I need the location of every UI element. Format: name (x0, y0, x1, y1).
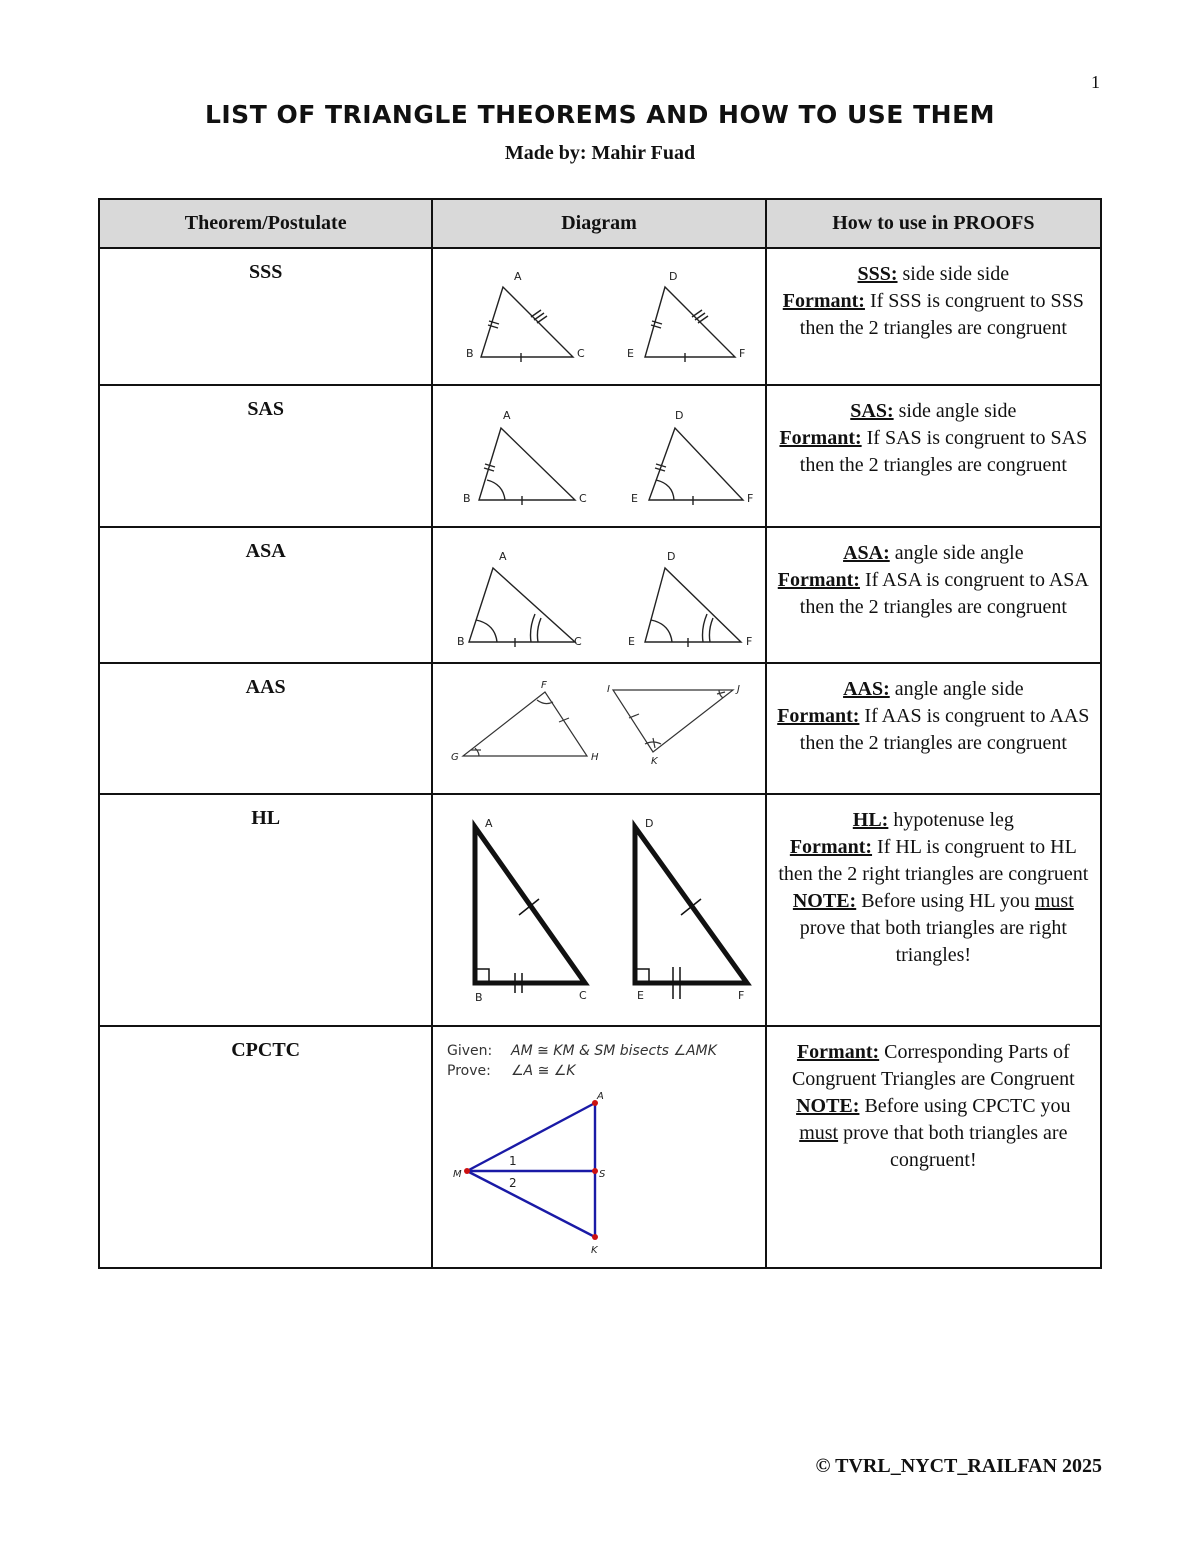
cpctc-diagram (433, 1027, 765, 1266)
theorems-table (98, 198, 1102, 1269)
vertex-label: D (675, 409, 684, 422)
how-to-use-sas (766, 385, 1101, 527)
vertex-label: B (466, 347, 474, 360)
vertex-label: C (579, 492, 588, 505)
how-to-use-asa (766, 527, 1101, 663)
vertex-label: D (645, 817, 654, 830)
note-emphasis: must (799, 1122, 839, 1144)
table-header-row (99, 199, 1101, 248)
header-theorem: Theorem/Postulate (99, 199, 432, 248)
diagram-asa (432, 527, 765, 663)
vertex-label: B (457, 635, 465, 648)
vertex-label: C (574, 635, 583, 648)
how-to-use-aas (766, 663, 1101, 794)
abbr-meaning: angle angle side (889, 678, 1024, 700)
note-text: Before using HL you (856, 890, 1035, 912)
table-row-sss (99, 248, 1101, 385)
theorem-name: CPCTC (99, 1026, 432, 1268)
sss-triangles-diagram (433, 249, 765, 383)
vertex-label: D (667, 550, 676, 563)
abbr-meaning: side angle side (893, 400, 1017, 422)
abbr-meaning: side side side (897, 263, 1010, 285)
vertex-label: C (577, 347, 586, 360)
formant-label: Formant: (782, 290, 865, 312)
abbr-meaning: hypotenuse leg (888, 809, 1014, 831)
vertex-label: D (669, 270, 678, 283)
vertex-label: K (591, 1245, 598, 1256)
diagram-hl (432, 794, 765, 1026)
vertex-label: F (739, 347, 746, 360)
asa-triangles-diagram (433, 528, 765, 661)
vertex-label: E (627, 347, 635, 360)
copyright-footer: © TVRL_NYCT_RAILFAN 2025 (815, 1455, 1102, 1477)
given-statement: AM ≅ KM & SM bisects ∠AMK (511, 1043, 718, 1059)
theorem-name: SSS (99, 248, 432, 385)
vertex-label: A (503, 409, 511, 422)
abbr-label: SSS: (857, 263, 898, 285)
note-label: NOTE: (792, 890, 857, 912)
theorem-name: SAS (99, 385, 432, 527)
note-emphasis: must (1034, 890, 1074, 912)
vertex-label: J (737, 684, 741, 695)
vertex-label: F (746, 635, 753, 648)
formant-text: If SSS is congruent to SSS then the 2 triangles are congruent (799, 290, 1084, 339)
prove-statement: ∠A ≅ ∠K (511, 1063, 576, 1079)
theorem-name: HL (99, 794, 432, 1026)
vertex-label: E (631, 492, 639, 505)
formant-label: Formant: (796, 1041, 880, 1063)
formant-text: Corresponding Parts of Congruent Triangles are Congruent (791, 1041, 1075, 1090)
formant-label: Formant: (789, 836, 873, 858)
vertex-label: S (599, 1169, 606, 1180)
formant-text: If SAS is congruent to SAS then the 2 triangles are congruent (799, 427, 1088, 476)
abbr-label: HL: (852, 809, 889, 831)
note-text: prove that both triangles are congruent! (838, 1122, 1068, 1171)
theorem-name: AAS (99, 663, 432, 794)
header-how-to-use: How to use in PROOFS (766, 199, 1101, 248)
vertex-label: A (499, 550, 507, 563)
vertex-label: C (579, 989, 588, 1002)
vertex-label: E (628, 635, 636, 648)
formant-label: Formant: (777, 705, 860, 727)
how-to-use-cpctc (766, 1026, 1101, 1268)
how-to-use-sss (766, 248, 1101, 385)
abbr-label: AAS: (843, 678, 890, 700)
vertex-label: F (738, 989, 745, 1002)
angle-label: 2 (509, 1176, 517, 1190)
vertex-label: I (607, 684, 611, 695)
table-row-hl (99, 794, 1101, 1026)
vertex-label: F (541, 680, 548, 691)
diagram-sas (432, 385, 765, 527)
formant-label: Formant: (777, 569, 860, 591)
abbr-label: ASA: (843, 542, 890, 564)
diagram-aas (432, 663, 765, 794)
vertex-label: H (591, 752, 599, 763)
formant-text: If HL is congruent to HL then the 2 right triangles are congruent (778, 836, 1089, 885)
table-row-sas (99, 385, 1101, 527)
vertex-label: A (597, 1091, 605, 1102)
prove-label: Prove: (447, 1063, 492, 1079)
vertex-label: E (637, 989, 645, 1002)
formant-text: If AAS is congruent to AAS then the 2 triangles are congruent (799, 705, 1090, 754)
angle-label: 1 (509, 1154, 517, 1168)
vertex-label: B (475, 991, 483, 1004)
page-number: 1 (1091, 72, 1100, 92)
vertex-label: F (747, 492, 754, 505)
how-to-use-hl (766, 794, 1101, 1026)
hl-triangles-diagram (433, 795, 765, 1024)
page-title: LIST OF TRIANGLE THEOREMS AND HOW TO USE THEM (204, 100, 996, 129)
abbr-label: SAS: (850, 400, 894, 422)
sas-triangles-diagram (433, 386, 765, 525)
table-row-aas (99, 663, 1101, 794)
vertex-label: A (485, 817, 493, 830)
header-diagram: Diagram (432, 199, 765, 248)
theorem-name: ASA (99, 527, 432, 663)
table-row-asa (99, 527, 1101, 663)
vertex-label: M (453, 1169, 462, 1180)
formant-text: If ASA is congruent to ASA then the 2 triangles are congruent (799, 569, 1089, 618)
vertex-label: A (514, 270, 522, 283)
vertex-label: G (451, 752, 460, 763)
given-label: Given: (447, 1043, 493, 1059)
diagram-cpctc (432, 1026, 765, 1268)
table-row-cpctc (99, 1026, 1101, 1268)
vertex-label: K (651, 756, 658, 767)
vertex-label: B (463, 492, 471, 505)
abbr-meaning: angle side angle (889, 542, 1024, 564)
diagram-sss (432, 248, 765, 385)
note-text: prove that both triangles are right triangles! (799, 917, 1067, 966)
formant-label: Formant: (779, 427, 862, 449)
aas-triangles-diagram (433, 664, 765, 792)
note-text: Before using CPCTC you (859, 1095, 1071, 1117)
note-label: NOTE: (796, 1095, 860, 1117)
author-line: Made by: Mahir Fuad (504, 142, 696, 164)
